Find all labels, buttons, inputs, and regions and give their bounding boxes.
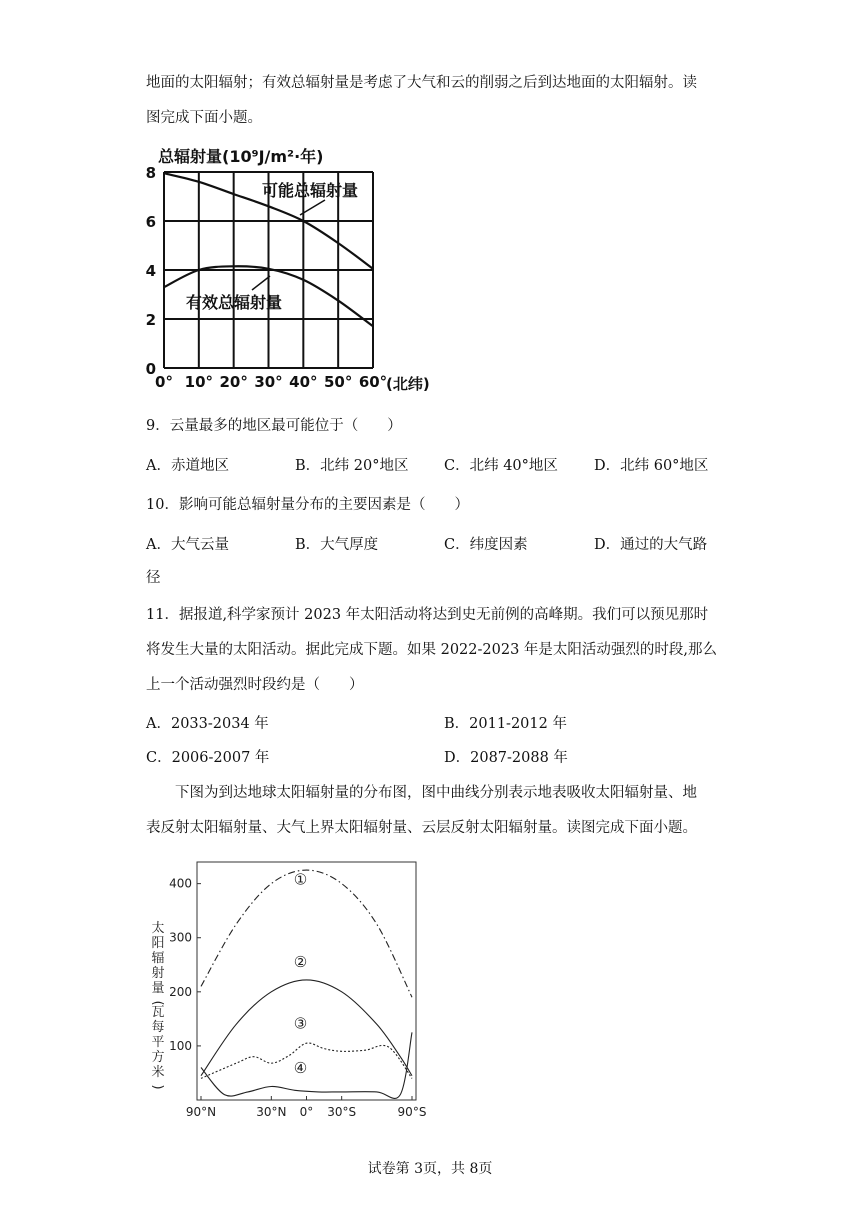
q10-stem: 10．影响可能总辐射量分布的主要因素是（ ） — [146, 497, 469, 513]
q11-option-a: A．2033-2034 年 — [146, 716, 269, 732]
chart2-series-label-2: ② — [293, 952, 308, 971]
q11-line-1: 11．据报道,科学家预计 2023 年太阳活动将达到史无前例的高峰期。我们可以预见那时 — [146, 607, 709, 623]
chart2-ylabel-char: 方 — [151, 1050, 165, 1065]
chart2-ylabel-char: 平 — [151, 1035, 165, 1050]
chart1-ylabel: 总辐射量(10⁹J/m²·年) — [158, 147, 324, 166]
q10-option-a: A．大气云量 — [146, 537, 229, 553]
chart2-ylabel-char: 量 — [151, 981, 165, 996]
intro-line-1: 地面的太阳辐射；有效总辐射量是考虑了大气和云的削弱之后到达地面的太阳辐射。读 — [146, 75, 697, 91]
chart2-ylabel-char: ) — [150, 1084, 165, 1090]
chart2-ylabel-char: 每 — [151, 1020, 165, 1035]
chart2-ylabel-char: 米 — [151, 1065, 165, 1080]
chart2-series-label-3: ③ — [293, 1014, 308, 1033]
q9-stem: 9．云量最多的地区最可能位于（ ） — [146, 418, 402, 434]
chart1-xtick: 20° — [219, 373, 248, 391]
series-label-possible: 可能总辐射量 — [262, 181, 359, 200]
q11-line-3: 上一个活动强烈时段约是（ ） — [146, 677, 364, 693]
chart2-series-line-1 — [201, 870, 412, 997]
chart1-xlabel: (北纬) — [386, 375, 430, 393]
q11-option-d: D．2087-2088 年 — [444, 750, 568, 766]
chart1-xtick: 10° — [184, 373, 214, 391]
page-footer: 试卷第 3页，共 8页 — [367, 1161, 493, 1177]
q9-option-b: B．北纬 20°地区 — [295, 458, 409, 474]
chart1-ytick: 4 — [145, 262, 156, 280]
series-label-effective: 有效总辐射量 — [186, 293, 283, 312]
chart1-xtick: 50° — [323, 373, 353, 391]
q9-option-d: D．北纬 60°地区 — [594, 458, 709, 474]
chart2-ytick: 100 — [169, 1038, 192, 1053]
chart2-ylabel-char: 射 — [151, 966, 165, 981]
q11-line-2: 将发生大量的太阳活动。据此完成下题。如果 2022-2023 年是太阳活动强烈的时段,那么 — [146, 642, 718, 658]
chart2-xtick: 0° — [299, 1105, 314, 1119]
chart2-series-label-4: ④ — [293, 1058, 308, 1077]
series-pointer-effective — [252, 276, 270, 290]
chart1-ytick: 2 — [145, 311, 156, 329]
intro2-line-1: 下图为到达地球太阳辐射量的分布图，图中曲线分别表示地表吸收太阳辐射量、地 — [175, 785, 697, 801]
chart1-ytick: 6 — [145, 213, 156, 231]
chart2-ytick: 200 — [169, 984, 192, 999]
chart2-xtick: 30°S — [327, 1105, 357, 1119]
intro-line-2: 图完成下面小题。 — [146, 110, 262, 126]
chart2-xtick: 90°S — [397, 1105, 427, 1119]
chart2-ylabel-char: ( — [150, 1000, 165, 1006]
chart2-ylabel-char: 阳 — [151, 936, 165, 951]
chart2-xtick: 90°N — [185, 1105, 217, 1119]
chart2-ytick: 300 — [169, 930, 192, 945]
chart1-ytick: 0 — [145, 360, 156, 378]
q11-option-b: B．2011-2012 年 — [444, 716, 567, 732]
q10-option-d: D．通过的大气路 — [594, 537, 708, 553]
chart2-ylabel-char: 太 — [151, 921, 165, 936]
chart2-ytick: 400 — [169, 876, 192, 891]
chart2-ylabel — [150, 920, 165, 1090]
q10-option-d-cont: 径 — [146, 570, 161, 586]
chart1-xtick: 30° — [254, 373, 283, 391]
chart2-xtick: 30°N — [256, 1105, 287, 1119]
radiation-latitude-chart — [140, 140, 460, 395]
q9-option-a: A．赤道地区 — [146, 458, 229, 474]
q9-option-c: C．北纬 40°地区 — [444, 458, 558, 474]
chart1-ytick: 8 — [145, 164, 156, 182]
chart2-series-label-1: ① — [293, 870, 308, 889]
intro2-line-2: 表反射太阳辐射量、大气上界太阳辐射量、云层反射太阳辐射量。读图完成下面小题。 — [146, 820, 697, 836]
q11-option-c: C．2006-2007 年 — [146, 750, 270, 766]
q10-option-c: C．纬度因素 — [444, 537, 528, 553]
chart2-ylabel-char: 瓦 — [151, 1005, 165, 1020]
chart1-xtick: 40° — [289, 373, 318, 391]
radiation-distribution-chart — [140, 860, 440, 1122]
chart2-ylabel-char: 辐 — [151, 951, 165, 966]
chart1-xtick: 0° — [155, 373, 173, 391]
q10-option-b: B．大气厚度 — [295, 537, 379, 553]
chart1-xtick: 60° — [358, 373, 388, 391]
